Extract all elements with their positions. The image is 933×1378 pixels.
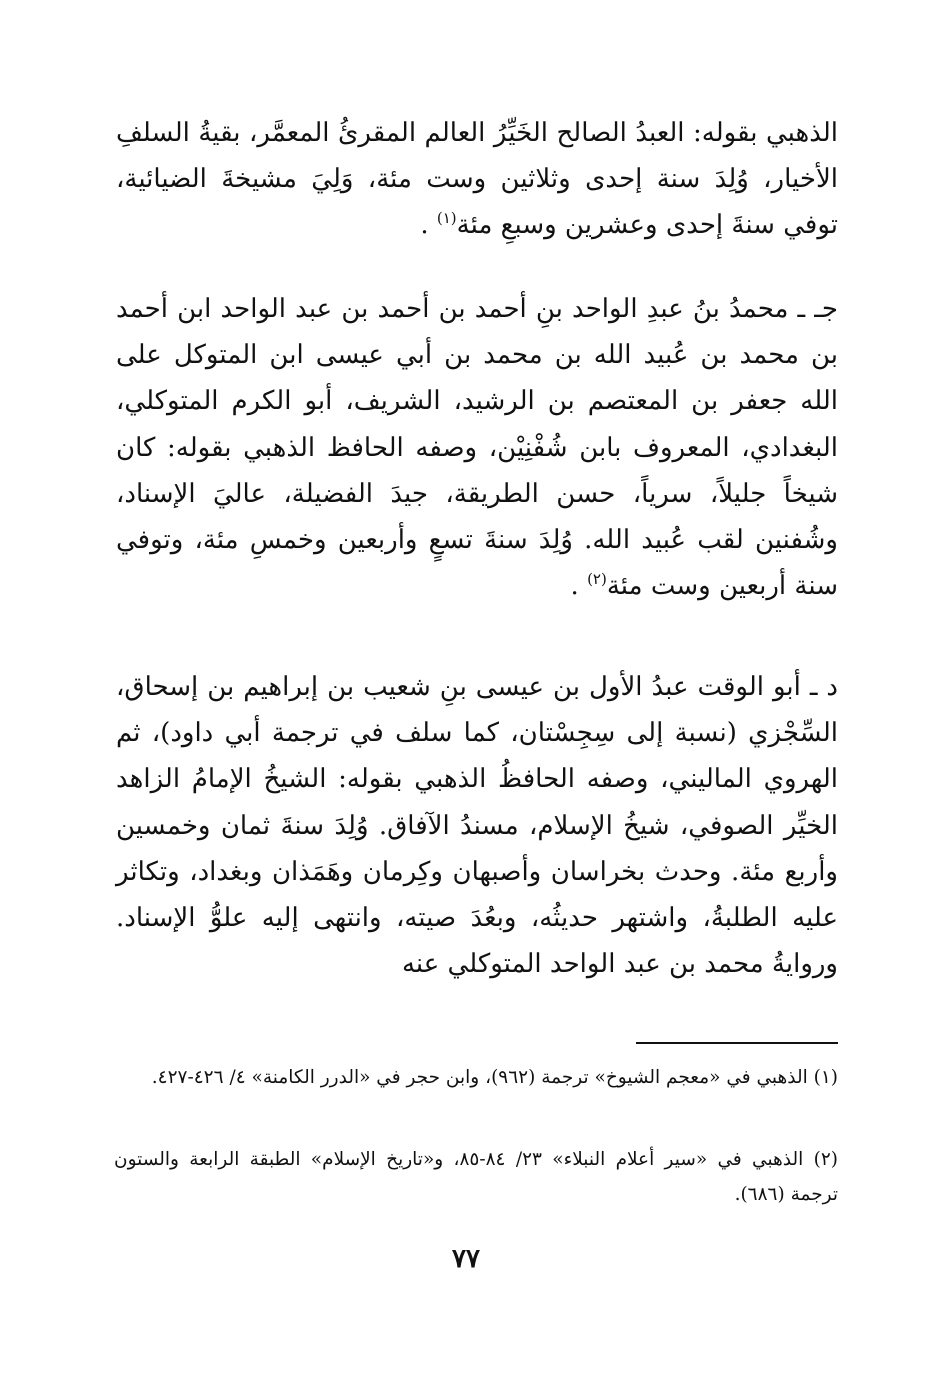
footnote-text: الذهبي في «سير أعلام النبلاء» ٢٣/ ٨٤-٨٥، و«تاريخ الإسلام» الطبقة الرابعة والستون ترجمة (٦٨٦). (114, 1149, 838, 1205)
footnote-number: (١) (813, 1067, 838, 1088)
footnote-divider (636, 1042, 838, 1044)
footnote-2 (114, 1142, 838, 1212)
paragraph-text: الذهبي بقوله: العبدُ الصالح الخَيِّرُ العالم المقرئُ المعمَّر، بقيةُ السلفِ الأخيار، وُلِدَ سنة إحدى وثلاثين وست مئة، وَلِيَ مشيخةَ الضيائية، توفي سنةَ إحدى وعشرين وسبعِ مئة (116, 118, 838, 241)
paragraph-text: د ـ أبو الوقت عبدُ الأول بن عيسى بنِ شعيب بن إبراهيم بن إسحاق، السِّجْزي (نسبة إلى سِجِسْتان، كما سلف في ترجمة أبي داود)، ثم الهروي الماليني، وصفه الحافظُ الذهبي بقوله: الشيخُ الإمامُ الزاهد الخيِّر الصوفي، شيخُ الإسلام، مسندُ الآفاق. وُلِدَ سنةَ ثمان وخمسين وأربع مئة. وحدث بخراسان وأصبهان وكِرمان وهَمَذان وبغداد، وتكاثر عليه الطلبةُ، واشتهر حديثُه، وبعُدَ صيته، وانتهى إليه علوُّ الإسناد. وروايةُ محمد بن عبد الواحد المتوكلي عنه (116, 672, 838, 980)
page-number: ٧٧ (452, 1244, 480, 1274)
footnote-1 (114, 1060, 838, 1095)
paragraph-end-punctuation: . (420, 210, 429, 241)
paragraph-end-punctuation: . (570, 571, 579, 602)
paragraph-dhahabi-description (116, 110, 838, 249)
paragraph-ibn-shufnin (116, 286, 838, 609)
footnote-reference-1[interactable]: (١) (436, 209, 457, 228)
footnote-reference-2[interactable]: (٢) (587, 570, 607, 589)
paragraph-text: جـ ـ محمدُ بنُ عبدِ الواحد بنِ أحمد بن أحمد بن عبد الواحد ابن أحمد بن محمد بن عُبيد الله بن محمد بن أبي عيسى ابن المتوكل على الله جعفر بن المعتصم بن الرشيد، الشريف، أبو الكرم المتوكلي، البغدادي، المعروف بابن شُفْنِيْن، وصفه الحافظ الذهبي بقوله: كان شيخاً جليلاً، سرياً، حسن الطريقة، جيدَ الفضيلة، عاليَ الإسناد، وشُفنين لقب عُبيد الله. وُلِدَ سنةَ تسعٍ وأربعين وخمسِ مئة، وتوفي سنة أربعين وست مئة (116, 294, 838, 602)
footnote-text: الذهبي في «معجم الشيوخ» ترجمة (٩٦٢)، وابن حجر في «الدرر الكامنة» ٤/ ٤٢٦-٤٢٧. (151, 1067, 808, 1088)
paragraph-abu-al-waqt (116, 664, 838, 987)
footnote-number: (٢) (813, 1149, 838, 1170)
